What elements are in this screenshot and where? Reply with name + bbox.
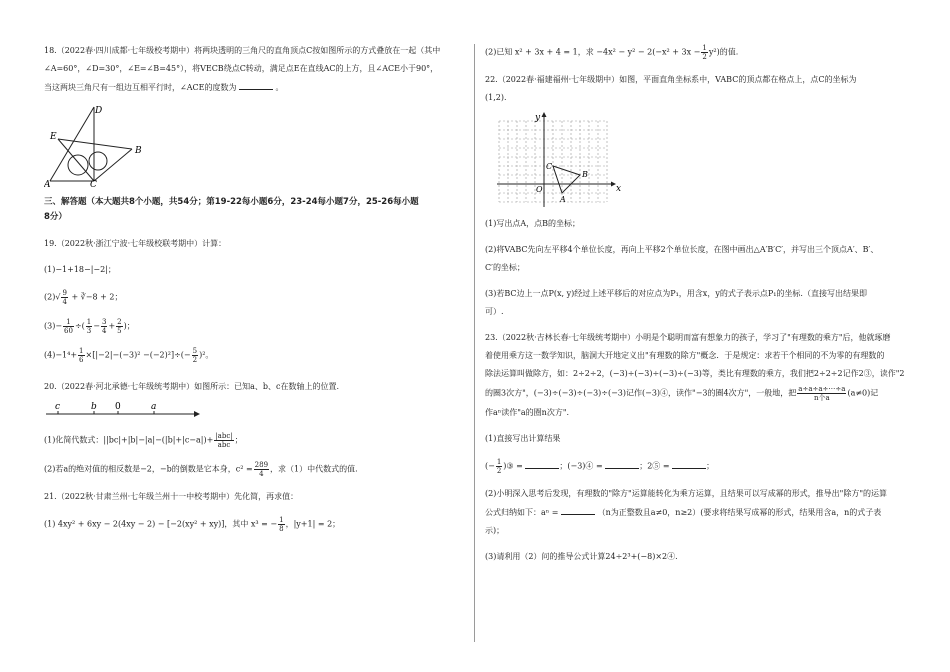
q22-part2-line1: (2)将VABC先向左平移4个单位长度，再向上平移2个单位长度，在图中画出△A′B′C′，并写出三个顶点A′、B′、: [485, 245, 879, 254]
q23-part1: (1)直接写出计算结果: [485, 434, 561, 443]
q23-e-end: ；: [706, 461, 715, 471]
grid-label-y: y: [535, 113, 541, 123]
answer-blank[interactable]: [561, 505, 595, 515]
q23-line4-b: (a≠0)记: [847, 388, 879, 398]
q21-title: 21.（2022秋·甘肃兰州·七年级兰州十一中校考期中）先化简，再求值：: [44, 492, 299, 501]
fraction: [797, 385, 846, 402]
q19-p4-a: (4)−1⁴+: [44, 350, 78, 360]
q20-p1-a: (1)化简代数式：||bc|+|b|−|a|−(|b|+|c−a|)+: [44, 435, 214, 445]
q21-p2-b: y²)的值.: [708, 47, 739, 57]
q22-part3-line1: (3)若BC边上一点P(x, y)经过上述平移后的对应点为P₁，用含x，y的式子表示点P₁的坐标.（直接写出结果即: [485, 289, 867, 298]
q20-part1: [44, 432, 464, 449]
q19-p3-e: )；: [123, 321, 135, 331]
fraction-num: 2: [117, 318, 122, 326]
q23-part2-line2: [485, 505, 909, 520]
fraction-den: 2: [702, 53, 707, 61]
fraction-den: 3: [86, 327, 92, 335]
q22-line2: (1,2).: [485, 93, 507, 102]
label-e: E: [50, 132, 57, 142]
fraction-num: 1: [702, 44, 707, 52]
q21-part1: [44, 516, 464, 533]
axis-label-a: a: [151, 402, 157, 412]
q20-part2: [44, 461, 464, 478]
axis-label-c: c: [55, 402, 61, 412]
fraction-num: 1: [63, 318, 74, 327]
fraction-num: 3: [101, 318, 107, 326]
fraction-den: 8: [279, 525, 284, 533]
fraction-num: 1: [86, 318, 92, 326]
answer-blank[interactable]: [672, 459, 706, 469]
fraction-num: a÷a÷a÷⋯÷a: [798, 385, 846, 393]
fraction-num: 1: [279, 516, 284, 524]
right-column: [485, 44, 909, 564]
q18-line3: [44, 80, 464, 95]
q19-title: 19.（2022秋·浙江宁波·七年级校联考期中）计算：: [44, 239, 227, 248]
label-a: A: [44, 180, 51, 187]
axis-label-zero: 0: [115, 402, 121, 412]
q23-line1: 23.（2022秋·吉林长春·七年级统考期中）小明是个聪明而富有想象力的孩子，学习了"有理数的乘方"后，他就琢磨: [485, 333, 891, 342]
q20-p2-b: ，求（1）中代数式的值.: [270, 464, 358, 474]
fraction: [86, 318, 92, 335]
q23-p2-b: 公式归纳如下：aⁿ =: [485, 508, 559, 517]
q22-part3-line2: 可）.: [485, 307, 504, 316]
label-c: C: [90, 180, 97, 187]
q23-e3: ；2⑤ =: [639, 461, 670, 471]
fraction-den: abc: [217, 441, 231, 449]
q23-e2: ；(−3)④ =: [559, 461, 603, 471]
q20-p1-b: ；: [234, 435, 243, 445]
q19-part1: (1)−1+18−|−2|；: [44, 265, 116, 274]
q19-p2-label: (2): [44, 292, 56, 302]
fraction-num: |abc|: [215, 432, 233, 440]
grid-label-o: O: [536, 185, 543, 194]
fraction: [701, 44, 707, 61]
q23-line2: 着使用乘方这一数学知识，脑洞大开地定义出"有理数的除方"概念．于是规定：求若干个相同的不为零的有理数的: [485, 351, 885, 360]
fraction-num: 1: [496, 458, 502, 466]
q21-part2: [485, 44, 909, 61]
q23-p2-c: （n为正整数且a≠0，n≥2）(要求将结果写成幂的形式，结果用含a，n的式子表: [597, 508, 882, 517]
q22-part1: (1)写出点A，点B的坐标；: [485, 219, 580, 228]
fraction: [78, 347, 84, 364]
fraction-den: 4: [101, 327, 107, 335]
fraction: [254, 461, 269, 478]
q23-part1-exprs: [485, 458, 909, 475]
grid-label-a: A: [560, 195, 566, 204]
column-divider: [474, 44, 475, 642]
label-d: D: [95, 106, 103, 116]
section3-title-line1: 三、解答题（本大题共8个小题，共54分；第19-22每小题6分，23-24每小题7分，25-26每小题: [44, 197, 419, 207]
grid-label-b: B: [582, 170, 588, 179]
q19-part2: [44, 289, 464, 306]
q19-p3-b: ÷(: [74, 321, 85, 331]
grid-label-c: C: [546, 162, 553, 171]
fraction: [101, 318, 107, 335]
q21-p1-a: (1) 4xy² + 6xy − 2(4xy − 2) − [−2(xy² + xy)]，其中 x³ = −: [44, 519, 278, 529]
q19-p4-b: ×[|−2|−(−3)² −(−2)²]÷(−: [85, 350, 191, 360]
q18-line2: ∠A=60°，∠D=30°，∠E=∠B=45°），将VECB绕点C转动，满足点E在直线AC的上方，且∠ACE小于90°，: [44, 64, 439, 73]
q23-e1-b: )③ =: [503, 461, 523, 471]
fraction-den: n个a: [814, 394, 830, 402]
q23-line3: 除法运算叫做除方，如：2÷2÷2，(−3)÷(−3)÷(−3)÷(−3)等，类比有理数的乘方，我们把2÷2÷2记作2③，读作"2: [485, 369, 905, 378]
fraction-num: 5: [192, 347, 198, 355]
q19-p4-c: )²。: [199, 350, 214, 360]
axis-label-b: b: [91, 402, 97, 412]
fraction: [496, 458, 502, 475]
fraction-den: 6: [79, 356, 84, 364]
q23-line5: 作aⁿ读作"a的圈n次方".: [485, 408, 570, 417]
fraction-num: 289: [254, 461, 269, 469]
fraction: [192, 347, 198, 364]
fraction: [214, 432, 233, 449]
q23-line4: [485, 385, 909, 402]
q18-line1: 18.（2022春·四川成都·七年级校考期中）将两块透明的三角尺的直角顶点C按如图所示的方式叠放在一起（其中: [44, 46, 441, 55]
fraction-den: 2: [496, 467, 502, 475]
q22-part2-line2: C′的坐标；: [485, 263, 525, 272]
q21-p2-a: (2)已知 x² + 3x + 4 = 1，求 −4x² − y² − 2(−x² + 3x −: [485, 47, 701, 57]
q21-p1-b: ，|y+1| = 2；: [285, 519, 341, 529]
coordinate-grid-figure: [495, 111, 625, 209]
q20-title: 20.（2022春·河北承德·七年级统考期中）如图所示：已知a、b、c在数轴上的位置.: [44, 382, 340, 391]
fraction-den: 4: [62, 298, 67, 306]
fraction-num: 9: [62, 289, 67, 297]
q18-line3-text: 当这两块三角尺有一组边互相平行时，∠ACE的度数为: [44, 83, 237, 92]
q18-line3-end: 。: [275, 83, 284, 92]
q19-part4: [44, 347, 464, 364]
q23-part3: (3)请利用（2）问的推导公式计算24÷2³+(−8)×2④.: [485, 552, 678, 561]
section3-title-line2: 8分）: [44, 212, 67, 222]
grid-lines: [499, 121, 607, 202]
left-column: [44, 44, 464, 533]
q23-e1-a: (−: [485, 461, 495, 471]
number-line-figure: [44, 400, 204, 424]
answer-blank[interactable]: [605, 459, 639, 469]
sqrt-sign: √: [55, 292, 61, 302]
fraction: [63, 318, 74, 335]
q22-line1: 22.（2022春·福建福州·七年级期中）如图，平面直角坐标系中，VABC的顶点都在格点上，点C的坐标为: [485, 75, 857, 84]
q19-p2-rest: + ∛−8 + 2；: [68, 292, 123, 302]
fraction-den: 2: [192, 356, 198, 364]
q19-p3-d: +: [108, 321, 116, 331]
label-b: B: [135, 146, 142, 156]
q23-part2-line3: 示)；: [485, 526, 505, 535]
q20-p2-a: (2)若a的绝对值的相反数是−2，−b的倒数是它本身，c² =: [44, 464, 253, 474]
grid-label-x: x: [616, 184, 622, 194]
q23-line4-a: 的圈3次方"，(−3)÷(−3)÷(−3)÷(−3)记作(−3)④，读作"−3的圈4次方"，一般地，把: [485, 388, 797, 398]
fraction-den: 5: [117, 327, 122, 335]
fraction-num: 1: [79, 347, 84, 355]
q19-p3-a: (3)−: [44, 321, 63, 331]
q23-part2-line1: (2)小明深入思考后发现，有理数的"除方"运算能转化为乘方运算，且结果可以写成幂的形式，推导出"除方"的运算: [485, 489, 888, 498]
fraction: [278, 516, 284, 533]
fraction: [61, 289, 67, 306]
fraction: [116, 318, 122, 335]
q19-p3-c: −: [93, 321, 100, 331]
answer-blank[interactable]: [239, 80, 273, 90]
fraction-den: 4: [259, 470, 264, 478]
q18-triangle-figure: [44, 103, 154, 187]
answer-blank[interactable]: [525, 459, 559, 469]
q19-part3: [44, 318, 464, 335]
fraction-den: 60: [64, 327, 73, 335]
